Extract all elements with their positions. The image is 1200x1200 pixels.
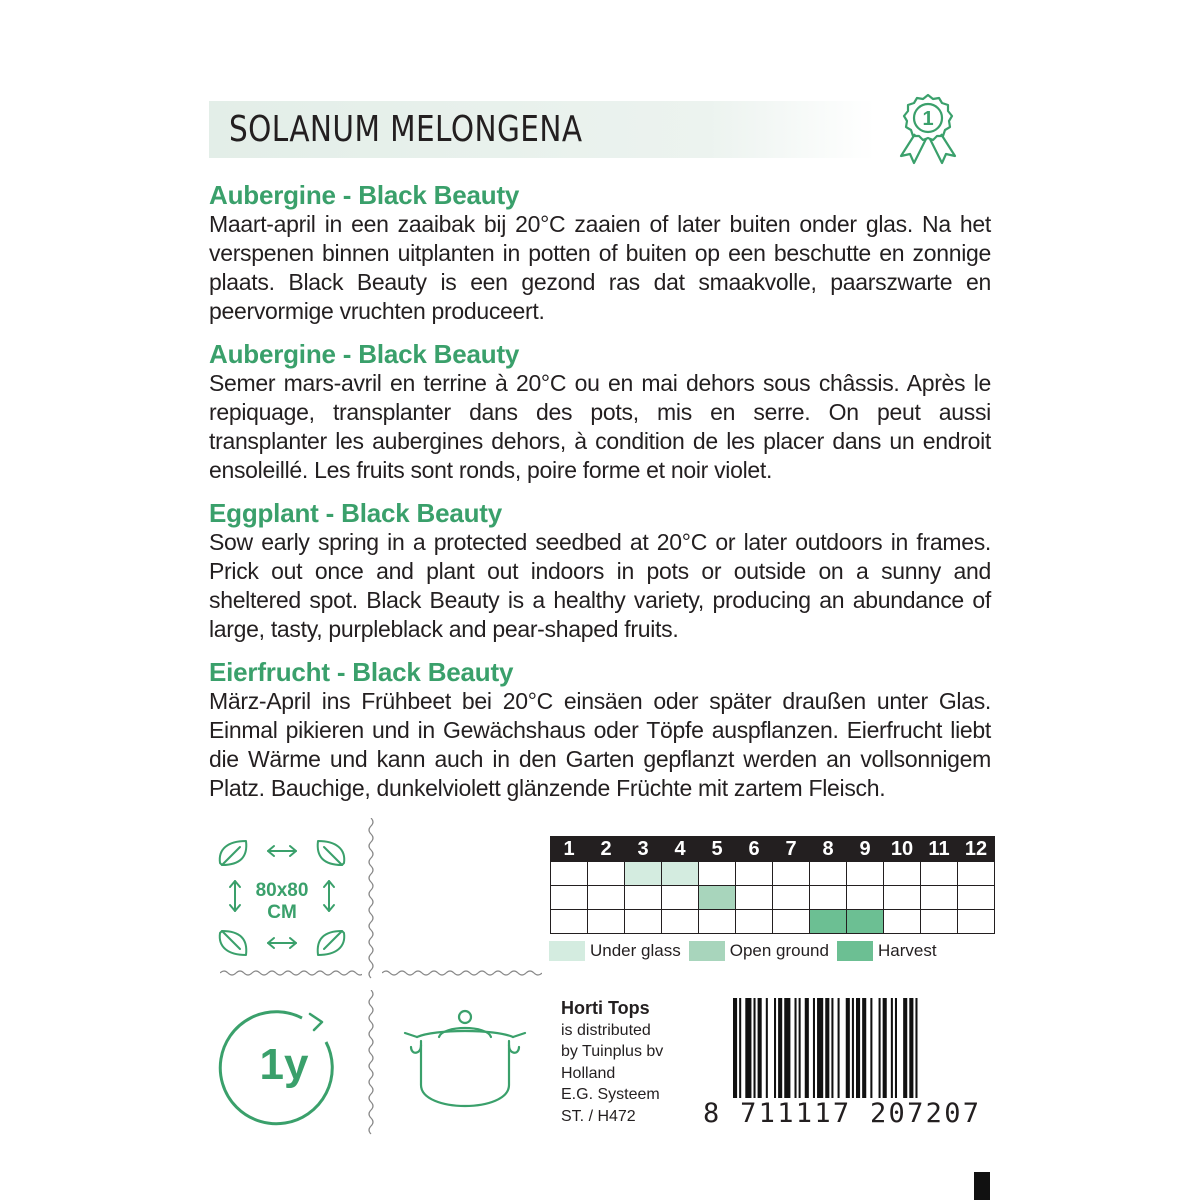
section-title: Eierfrucht - Black Beauty xyxy=(209,657,514,687)
barcode-bar xyxy=(745,998,751,1098)
barcode-bar xyxy=(852,998,854,1098)
calendar-cell xyxy=(810,862,847,886)
calendar-month-row xyxy=(551,837,995,862)
calendar-cell xyxy=(662,886,699,910)
calendar-cell xyxy=(847,886,884,910)
barcode-bar xyxy=(754,998,756,1098)
sowing-calendar xyxy=(550,836,995,934)
barcode-bar xyxy=(795,998,797,1098)
calendar-row-open-ground xyxy=(551,886,995,910)
barcode-bar xyxy=(799,998,801,1098)
leaf-icon xyxy=(318,841,345,865)
section-title: Aubergine - Black Beauty xyxy=(209,339,520,369)
calendar-cell xyxy=(699,910,736,934)
award-badge-icon xyxy=(893,92,963,168)
barcode-bar xyxy=(813,998,815,1098)
barcode-bar xyxy=(805,998,809,1098)
double-arrow-icon xyxy=(230,881,240,911)
month-header: 11 xyxy=(921,837,958,862)
legend-swatch xyxy=(549,941,585,961)
double-arrow-icon xyxy=(268,938,296,948)
section-german xyxy=(209,657,991,803)
spacing-value: 80x80 xyxy=(255,880,309,901)
spacing-unit: CM xyxy=(267,902,297,923)
barcode-bar xyxy=(817,998,823,1098)
calendar-cell xyxy=(699,862,736,886)
month-header: 2 xyxy=(588,837,625,862)
double-arrow-icon xyxy=(324,881,334,911)
calendar-cell xyxy=(773,862,810,886)
legend-under-glass xyxy=(549,941,689,961)
legend-label: Harvest xyxy=(877,941,937,960)
calendar-row-under-glass xyxy=(551,862,995,886)
barcode-bar xyxy=(891,998,893,1098)
calendar-cell xyxy=(662,862,699,886)
calendar-cell xyxy=(699,886,736,910)
section-title: Aubergine - Black Beauty xyxy=(209,180,520,210)
section-text: März-April ins Frühbeet bei 20°C einsäen oder später draußen unter Glas. Einmal pikieren und in Gewächshaus oder Töpfe auspflanzen. Eierfrucht liebt die Wärme und kann auch in den Garten gepflanzt werden an vollsonnigem Platz. Bauchige, dunkelviolett glänzende Früchte mit zartem Fleisch. xyxy=(209,688,991,801)
wavy-divider xyxy=(364,990,378,1140)
section-title: Eggplant - Black Beauty xyxy=(209,498,503,528)
calendar-cell xyxy=(551,910,588,934)
calendar-cell xyxy=(662,910,699,934)
month-header: 12 xyxy=(958,837,995,862)
cycle-label: 1y xyxy=(259,1040,309,1089)
barcode-bar xyxy=(909,998,913,1098)
section-text: Semer mars-avril en terrine à 20°C ou en mai dehors sous châssis. Après le repiquage, transplanter dans des pots, mis en serre. On peut aussi transplanter les aubergines dehors, à condition de les placer dans un endroit ensoleillé. Les fruits sont ronds, poire forme et noir violet. xyxy=(209,370,991,483)
legend-swatch xyxy=(689,941,725,961)
month-header: 7 xyxy=(773,837,810,862)
barcode-bar xyxy=(915,998,917,1098)
calendar-cell xyxy=(884,862,921,886)
barcode-bar xyxy=(903,998,907,1098)
calendar-cell xyxy=(810,910,847,934)
month-header: 9 xyxy=(847,837,884,862)
month-header: 4 xyxy=(662,837,699,862)
calendar-table xyxy=(550,836,995,934)
calendar-cell xyxy=(921,910,958,934)
distributor-line: E.G. Systeem xyxy=(561,1086,660,1104)
wavy-divider xyxy=(382,968,542,978)
section-text: Sow early spring in a protected seedbed at 20°C or later outdoors in frames. Prick out once and plant out indoors in pots or outside on a sunny and sheltered spot. Black Beauty is a healthy variety, producing an abundance of large, tasty, purpleblack and pear-shaped fruits. xyxy=(209,529,991,642)
barcode-bar xyxy=(838,998,840,1098)
spacing-label xyxy=(250,880,314,924)
calendar-cell xyxy=(736,862,773,886)
barcode-bar xyxy=(758,998,762,1098)
month-header: 8 xyxy=(810,837,847,862)
calendar-cell xyxy=(588,910,625,934)
calendar-cell xyxy=(847,910,884,934)
calendar-cell xyxy=(625,862,662,886)
section-text: Maart-april in een zaaibak bij 20°C zaaien of later buiten onder glas. Na het verspenen binnen uitplanten in potten of buiten op een beschutte en zonnige plaats. Black Beauty is een gezond ras dat smaakvolle, paarszwarte en peervormige vruchten produceert. xyxy=(209,211,991,324)
corner-mark xyxy=(974,1172,990,1200)
calendar-cell xyxy=(958,910,995,934)
calendar-cell xyxy=(588,886,625,910)
barcode-bar xyxy=(870,998,872,1098)
calendar-cell xyxy=(884,910,921,934)
calendar-cell xyxy=(625,886,662,910)
leaf-icon xyxy=(318,931,345,955)
barcode-bar xyxy=(862,998,866,1098)
legend-label: Under glass xyxy=(590,941,681,960)
calendar-cell xyxy=(921,886,958,910)
barcode-bar xyxy=(739,998,741,1098)
wavy-divider xyxy=(364,818,378,980)
calendar-cell xyxy=(921,862,958,886)
distributor-line: Holland xyxy=(561,1064,616,1082)
barcode-bar xyxy=(825,998,829,1098)
month-header: 6 xyxy=(736,837,773,862)
brand-name: Horti Tops xyxy=(561,998,650,1018)
barcode-bar xyxy=(733,998,737,1098)
barcode-bar xyxy=(831,998,833,1098)
calendar-row-harvest xyxy=(551,910,995,934)
calendar-cell xyxy=(773,886,810,910)
legend-harvest xyxy=(837,941,945,961)
pot-icon xyxy=(395,1005,535,1125)
month-header: 1 xyxy=(551,837,588,862)
barcode-bar xyxy=(883,998,887,1098)
calendar-cell xyxy=(736,886,773,910)
calendar-cell xyxy=(588,862,625,886)
barcode-bar xyxy=(766,998,768,1098)
barcode-bar xyxy=(879,998,881,1098)
calendar-cell xyxy=(773,910,810,934)
section-dutch xyxy=(209,180,991,326)
calendar-cell xyxy=(736,910,773,934)
month-header: 10 xyxy=(884,837,921,862)
calendar-cell xyxy=(810,886,847,910)
barcode-bar xyxy=(778,998,782,1098)
leaf-icon xyxy=(220,841,247,865)
calendar-cell xyxy=(551,886,588,910)
barcode-bar xyxy=(856,998,860,1098)
legend-label: Open ground xyxy=(729,941,829,960)
section-english xyxy=(209,498,991,644)
barcode-bar xyxy=(846,998,850,1098)
calendar-cell xyxy=(625,910,662,934)
month-header: 3 xyxy=(625,837,662,862)
barcode-bar xyxy=(774,998,776,1098)
distributor-line: is distributed xyxy=(561,1021,651,1039)
distributor-line: by Tuinplus bv xyxy=(561,1043,664,1061)
leaf-icon xyxy=(220,931,247,955)
legend-swatch xyxy=(837,941,873,961)
calendar-cell xyxy=(958,886,995,910)
award-badge-number: 1 xyxy=(922,108,934,130)
calendar-cell xyxy=(847,862,884,886)
calendar-cell xyxy=(551,862,588,886)
month-header: 5 xyxy=(699,837,736,862)
wavy-divider xyxy=(220,968,362,978)
calendar-cell xyxy=(884,886,921,910)
double-arrow-icon xyxy=(268,846,296,856)
barcode xyxy=(731,998,981,1098)
section-french xyxy=(209,339,991,485)
barcode-bar xyxy=(895,998,897,1098)
barcode-number: 8 711117 207207 xyxy=(703,1098,982,1129)
legend-open-ground xyxy=(689,941,837,961)
barcode-bar xyxy=(784,998,790,1098)
distributor-line: ST. / H472 xyxy=(561,1107,636,1125)
distributor-info xyxy=(561,998,663,1128)
calendar-legend xyxy=(549,938,945,964)
calendar-cell xyxy=(958,862,995,886)
latin-name: SOLANUM MELONGENA xyxy=(229,109,583,150)
